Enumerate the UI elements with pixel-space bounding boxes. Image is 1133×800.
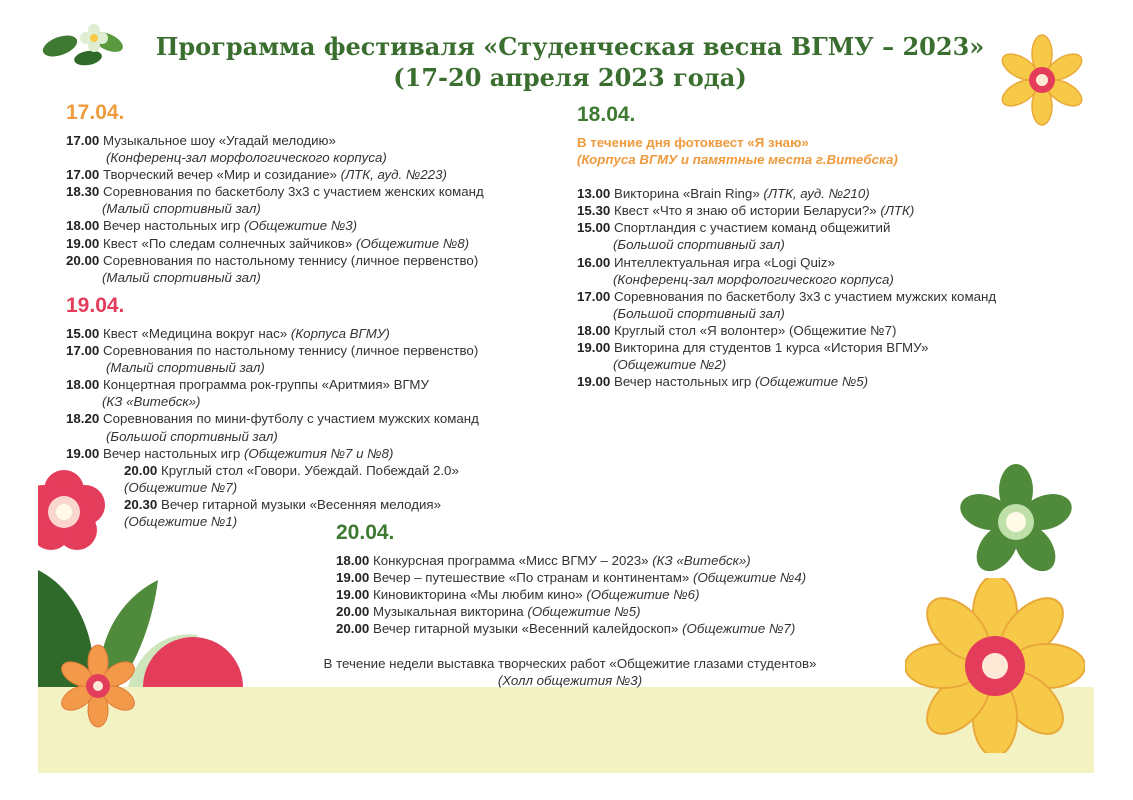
event-item: 18.30 Соревнования по баскетболу 3х3 с участием женских команд <box>66 184 484 200</box>
event-item: 20.00 Соревнования по настольному теннису (личное первенство) <box>66 252 479 268</box>
orange-flower-icon <box>54 642 142 730</box>
event-item: 19.00 Киновикторина «Мы любим кино» (Общежитие №6) <box>336 587 700 603</box>
date-heading: 18.04. <box>577 103 636 126</box>
event-item: 18.00 Круглый стол «Я волонтер» (Общежитие №7) <box>577 322 897 338</box>
event-item: 19.00 Вечер настольных игр (Общежитие №5) <box>577 374 869 390</box>
day-18-block <box>577 102 996 390</box>
event-place: (КЗ «Витебск») <box>102 394 201 410</box>
event-place: (Конференц-зал морфологического корпуса) <box>106 150 387 166</box>
event-item: 13.00 Викторина «Brain Ring» (ЛТК, ауд. №210) <box>577 186 870 202</box>
exhibition-note <box>200 655 940 689</box>
event-item: 20.00 Круглый стол «Говори. Убеждай. Побеждай 2.0» <box>124 462 459 478</box>
event-item: 20.30 Вечер гитарной музыки «Весенняя мелодия» <box>124 496 441 512</box>
event-item: 15.30 Квест «Что я знаю об истории Беларуси?» (ЛТК) <box>577 203 915 219</box>
event-item: 18.20 Соревнования по мини-футболу с участием мужских команд <box>66 411 479 427</box>
page-subtitle: (17-20 апреля 2023 года) <box>393 63 747 92</box>
event-place: (Большой спортивный зал) <box>613 237 785 253</box>
event-place: (Большой спортивный зал) <box>613 305 785 321</box>
event-item: 19.00 Квест «По следам солнечных зайчиков» (Общежитие №8) <box>66 235 470 251</box>
day-20-block <box>336 520 806 637</box>
day-17-block <box>66 100 484 286</box>
event-item: 19.00 Вечер – путешествие «По странам и континентам» (Общежитие №4) <box>336 570 807 586</box>
event-item: 17.00 Творческий вечер «Мир и созидание» (ЛТК, ауд. №223) <box>66 167 447 183</box>
event-place: (Конференц-зал морфологического корпуса) <box>613 271 894 287</box>
event-item: 19.00 Вечер настольных игр (Общежития №7 и №8) <box>66 445 394 461</box>
event-item: 18.00 Вечер настольных игр (Общежитие №3) <box>66 218 358 234</box>
exhibition-place: (Холл общежития №3) <box>497 673 643 688</box>
date-heading: 20.04. <box>336 521 395 544</box>
event-place: (Общежитие №7) <box>124 479 238 495</box>
event-item: 17.00 Музыкальное шоу «Угадай мелодию» <box>66 133 336 148</box>
page-title: Программа фестиваля «Студенческая весна ВГМУ – 2023» <box>155 32 985 61</box>
event-item: 17.00 Соревнования по баскетболу 3х3 с участием мужских команд <box>577 288 997 304</box>
event-place: (Малый спортивный зал) <box>106 360 265 376</box>
day-19-block <box>66 293 479 530</box>
event-item: 20.00 Музыкальная викторина (Общежитие №5) <box>336 604 641 620</box>
date-heading: 17.04. <box>66 101 125 124</box>
event-place: (Большой спортивный зал) <box>106 428 278 444</box>
event-place: (Общежитие №2) <box>613 357 727 373</box>
event-item: 18.00 Концертная программа рок-группы «Аритмия» ВГМУ <box>66 377 429 393</box>
green-flower-icon <box>960 462 1072 582</box>
photo-quest-title: В течение дня фотоквест «Я знаю» <box>577 135 809 150</box>
event-item: 19.00 Викторина для студентов 1 курса «История ВГМУ» <box>577 340 929 356</box>
date-heading: 19.04. <box>66 294 125 317</box>
event-item: 20.00 Вечер гитарной музыки «Весенний калейдоскоп» (Общежитие №7) <box>336 621 796 637</box>
event-place: (Общежитие №1) <box>124 514 238 530</box>
photo-quest-place: (Корпуса ВГМУ и памятные места г.Витебска) <box>577 152 898 168</box>
event-item: 16.00 Интеллектуальная игра «Logi Quiz» <box>577 254 835 270</box>
exhibition-text: В течение недели выставка творческих работ «Общежитие глазами студентов» <box>323 656 817 671</box>
event-place: (Малый спортивный зал) <box>102 201 261 217</box>
event-item: 17.00 Соревнования по настольному теннису (личное первенство) <box>66 343 479 359</box>
event-place: (Малый спортивный зал) <box>102 269 261 285</box>
event-item: 15.00 Квест «Медицина вокруг нас» (Корпуса ВГМУ) <box>66 326 390 341</box>
event-item: 18.00 Конкурсная программа «Мисс ВГМУ – 2023» (КЗ «Витебск») <box>336 553 751 568</box>
event-item: 15.00 Спортландия с участием команд общежитий <box>577 220 891 236</box>
